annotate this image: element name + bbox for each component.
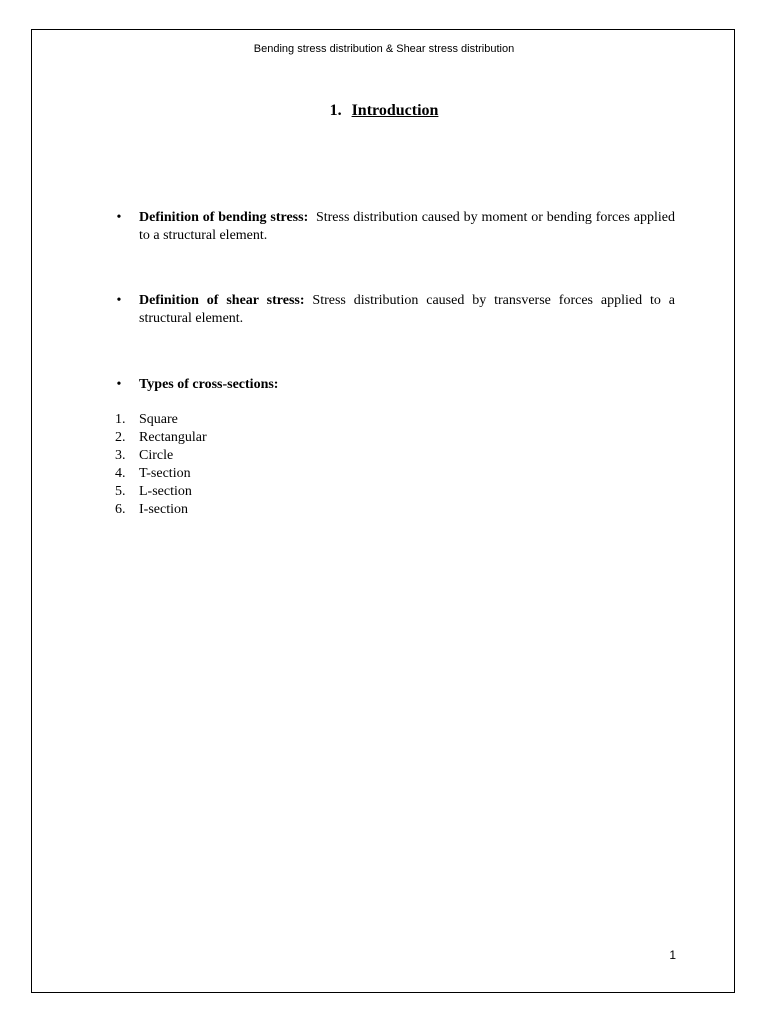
bullet-icon: • xyxy=(116,293,122,308)
bullet-label: Definition of bending stress: xyxy=(139,210,309,225)
bullet-cross-sections xyxy=(113,376,675,394)
bullet-content xyxy=(139,209,675,245)
section-title: Introduction xyxy=(351,102,439,119)
bullet-label: Definition of shear stress: xyxy=(139,293,305,308)
bullet-content xyxy=(139,292,675,328)
list-number: 2. xyxy=(115,430,126,445)
list-number: 4. xyxy=(115,466,126,481)
list-number: 1. xyxy=(115,412,126,427)
list-text: Circle xyxy=(139,448,174,463)
list-number: 5. xyxy=(115,484,126,499)
bullet-text: Stress distribution caused by moment or bending forces applied to a structural element. xyxy=(139,210,676,243)
bullet-shear-stress xyxy=(113,292,675,328)
bullet-bending-stress xyxy=(113,209,675,245)
section-number: 1. xyxy=(329,102,342,119)
list-text: Square xyxy=(139,412,178,427)
list-number: 3. xyxy=(115,448,126,463)
page-border xyxy=(31,29,735,993)
list-number: 6. xyxy=(115,502,126,517)
bullet-icon: • xyxy=(116,377,122,392)
bullet-icon: • xyxy=(116,210,122,225)
list-text: L-section xyxy=(139,484,192,499)
list-text: T-section xyxy=(139,466,191,481)
running-header: Bending stress distribution & Shear stress distribution xyxy=(253,43,515,55)
bullet-content xyxy=(139,376,675,394)
page-number: 1 xyxy=(669,948,676,962)
list-text: I-section xyxy=(139,502,188,517)
bullet-text: Stress distribution caused by transverse forces applied to a structural element. xyxy=(139,293,675,326)
bullet-label: Types of cross-sections: xyxy=(139,377,279,392)
section-heading xyxy=(0,102,768,120)
list-text: Rectangular xyxy=(139,430,207,445)
